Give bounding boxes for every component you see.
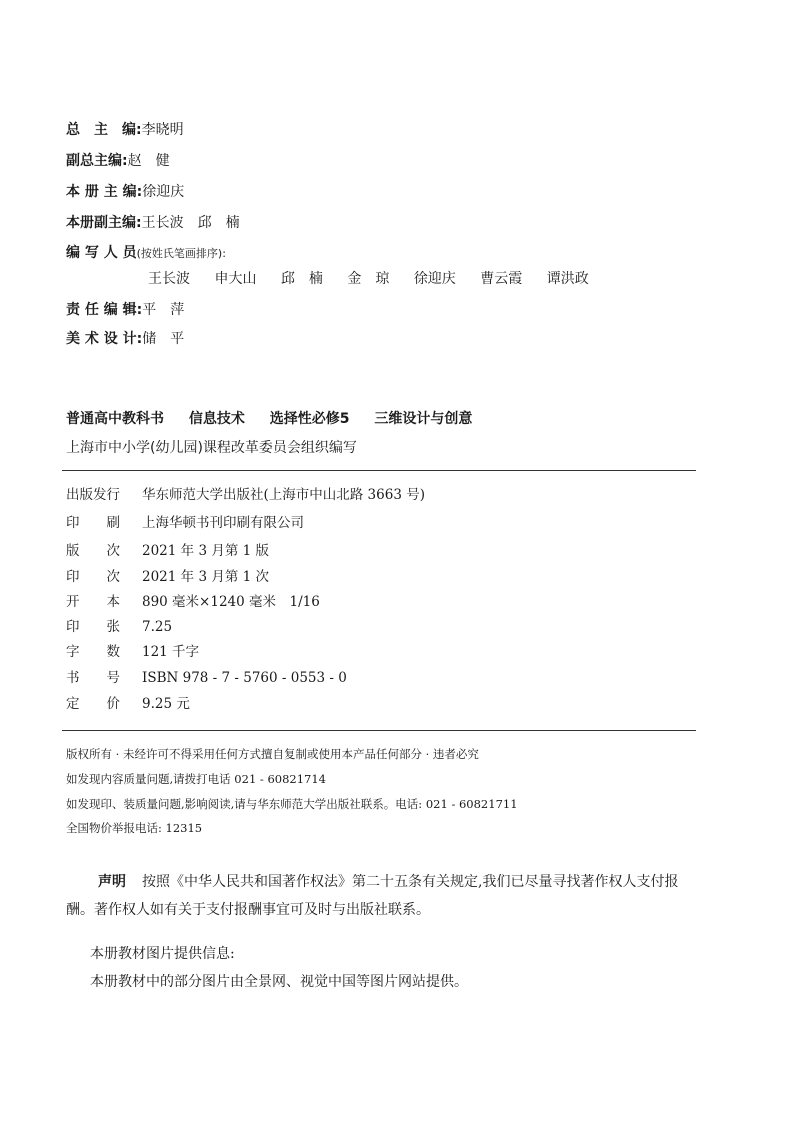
publication-row [66,666,347,690]
publication-row [66,511,304,535]
deputy-chief-editor-value: 赵 健 [127,153,170,169]
writers-label: 编 写 人 员 [66,245,137,261]
image-credit-title: 本册教材图片提供信息: [90,946,235,962]
deputy-chief-editor-label: 副总主编: [66,153,128,169]
art-design-line [66,326,184,352]
writer-name: 谭洪政 [546,271,589,287]
publication-row [66,590,320,614]
divider [62,470,696,471]
series-part: 信息技术 [188,411,245,427]
art-design-label: 美 术 设 计: [66,331,143,347]
publication-value: ISBN 978 - 7 - 5760 - 0553 - 0 [142,670,347,686]
volume-editor-line [66,179,184,205]
writer-name: 邱 楠 [280,271,323,287]
publication-row [66,483,425,507]
image-credit-text: 本册教材中的部分图片由全景网、视觉中国等图片网站提供。 [90,974,468,990]
copyright-notice: 版权所有 · 未经许可不得采用任何方式擅自复制或使用本产品任何部分 · 违者必究 [66,747,479,761]
statement [66,868,706,924]
publication-key: 定 价 [66,696,120,712]
publication-key: 印 次 [66,569,120,585]
divider [62,730,696,731]
publication-value: 121 千字 [142,644,200,660]
series-part: 选择性必修5 [269,411,350,427]
organizer: 上海市中小学(幼儿园)课程改革委员会组织编写 [66,440,357,456]
volume-deputy-editor-value: 王长波 邱 楠 [141,215,240,231]
statement-head: 声明 [98,874,126,890]
writer-name: 金 琼 [347,271,390,287]
chief-editor-label: 总 主 编: [66,122,142,138]
writers-note: (按姓氏笔画排序): [136,247,226,260]
print-quality-notice: 如发现印、装质量问题,影响阅读,请与华东师范大学出版社联系。电话: 021 - 60821711 [66,797,518,811]
writers-heading [66,240,226,266]
writer-name: 申大山 [214,271,257,287]
publication-key: 出版发行 [66,487,120,503]
chief-editor-line [66,117,184,143]
publication-key: 书 号 [66,670,120,686]
writers-list [148,266,609,292]
publication-row [66,539,269,563]
publication-row [66,565,269,589]
writer-name: 徐迎庆 [413,271,456,287]
writer-name: 王长波 [148,271,190,287]
publication-key: 字 数 [66,644,120,660]
responsible-editor-line [66,297,184,323]
volume-editor-label: 本 册 主 编: [66,184,143,200]
publication-value: 9.25 元 [142,696,190,712]
volume-deputy-editor-label: 本册副主编: [66,215,142,231]
publication-row [66,692,190,716]
responsible-editor-value: 平 萍 [142,302,185,318]
chief-editor-value: 李晓明 [141,122,184,138]
publication-key: 印 刷 [66,515,120,531]
volume-editor-value: 徐迎庆 [142,184,185,200]
publication-key: 版 次 [66,543,120,559]
publication-value: 2021 年 3 月第 1 版 [142,543,269,559]
publication-value: 7.25 [142,619,173,635]
series-part: 普通高中教科书 [66,411,164,427]
publication-row [66,615,172,639]
statement-text: 按照《中华人民共和国著作权法》第二十五条有关规定,我们已尽量寻找著作权人支付报酬。著作权人如有关于支付报酬事宜可及时与出版社联系。 [66,874,679,918]
deputy-chief-editor-line [66,148,170,174]
publication-row [66,640,199,664]
publication-value: 上海华顿书刊印刷有限公司 [142,515,304,531]
publication-value: 2021 年 3 月第 1 次 [142,569,269,585]
book-series-title [66,408,492,428]
responsible-editor-label: 责 任 编 辑: [66,302,143,318]
publication-key: 开 本 [66,594,120,610]
price-report-notice: 全国物价举报电话: 12315 [66,821,203,835]
publication-value: 华东师范大学出版社(上海市中山北路 3663 号) [142,487,425,503]
publication-key: 印 张 [66,619,120,635]
volume-deputy-editor-line [66,210,240,236]
content-quality-notice: 如发现内容质量问题,请拨打电话 021 - 60821714 [66,772,326,786]
series-part: 三维设计与创意 [374,411,473,427]
writer-name: 曹云霞 [480,271,523,287]
publication-value: 890 毫米×1240 毫米 1/16 [142,594,320,610]
art-design-value: 储 平 [142,331,185,347]
